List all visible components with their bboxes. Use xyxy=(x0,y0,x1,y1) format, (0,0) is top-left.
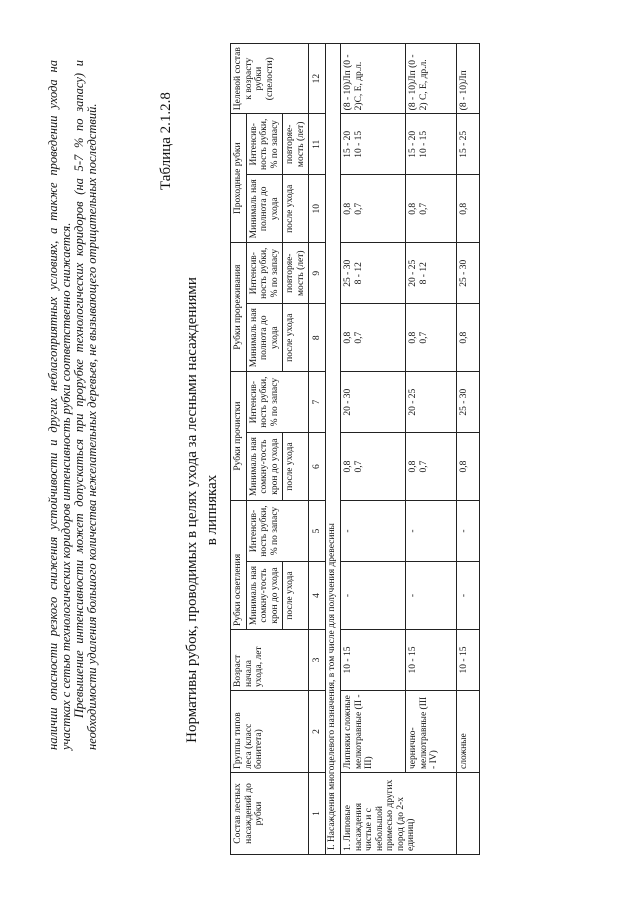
header-thinning-after: после ухода xyxy=(283,562,309,630)
cell-target: (8 - 10)Лп (0 - 2) С, Е, др.л. xyxy=(406,44,457,114)
header-passing: Проходные рубки xyxy=(231,114,247,243)
col-number: 9 xyxy=(309,243,326,304)
cell-target: (8 - 10)Лп (0 - 2)С, Е, др.л. xyxy=(341,44,406,114)
cell-thinning-after: - xyxy=(457,562,480,630)
table-title-line-2: в липняках xyxy=(204,474,220,546)
header-cleaning-min-closure: Минималь ная сомкну-тость крон до ухода xyxy=(246,433,283,501)
norms-table xyxy=(230,43,480,855)
col-number: 6 xyxy=(309,433,326,501)
cell-passing-intensity: 15 - 20 10 - 15 xyxy=(406,114,457,175)
cell-passing-intensity: 15 - 20 10 - 15 xyxy=(341,114,406,175)
header-row-1 xyxy=(231,44,247,855)
cell-cleaning-intensity: 20 - 30 xyxy=(341,372,406,433)
header-cleaning-intensity: Интенсив-ность рубки, % по запасу xyxy=(246,372,309,433)
cell-cleaning-after: 0,8 0,7 xyxy=(341,433,406,501)
header-passing-after: после ухода xyxy=(283,175,309,243)
col-number: 10 xyxy=(309,175,326,243)
header-target: Целевой состав к возрасту рубки (спелости) xyxy=(231,44,309,114)
cell-thinning-out-intensity: 25 - 30 8 - 12 xyxy=(341,243,406,304)
column-numbers-row xyxy=(309,44,326,855)
cell-cleaning-after: 0,8 0,7 xyxy=(406,433,457,501)
header-thinning-out-repeat: повторяе-мость (лет) xyxy=(283,243,309,304)
cell-passing-density: 0,8 xyxy=(457,175,480,243)
header-thinning-min-closure: Минималь ная сомкну-тость крон до ухода xyxy=(246,562,283,630)
table-title-line-1: Нормативы рубок, проводимых в целях ухода за лесными насаждениями xyxy=(184,277,200,743)
cell-thinning-out-density: 0,8 0,7 xyxy=(341,304,406,372)
cell-thinning-intensity: - xyxy=(406,501,457,562)
cell-forest-type: Липняки сложные мелкотравные (II - III) xyxy=(341,690,406,772)
cell-passing-density: 0,8 0,7 xyxy=(406,175,457,243)
section-title: I. Насаждения многоцелевого назначения, в том числе для получения древесины xyxy=(326,44,341,855)
header-passing-repeat: повторяе-мость (лет) xyxy=(283,114,309,175)
col-number: 4 xyxy=(309,562,326,630)
cell-thinning-intensity: - xyxy=(341,501,406,562)
section-row xyxy=(326,44,341,855)
col-number: 3 xyxy=(309,630,326,691)
table-row xyxy=(406,44,457,855)
col-number: 2 xyxy=(309,690,326,772)
cell-thinning-out-density: 0,8 xyxy=(457,304,480,372)
header-thinning: Рубки осветления xyxy=(231,501,247,630)
col-number: 7 xyxy=(309,372,326,433)
cell-cleaning-after: 0,8 xyxy=(457,433,480,501)
col-number: 8 xyxy=(309,304,326,372)
cell-thinning-out-intensity: 25 - 30 xyxy=(457,243,480,304)
cell-cleaning-intensity: 25 - 30 xyxy=(457,372,480,433)
cell-passing-intensity: 15 - 25 xyxy=(457,114,480,175)
table-row xyxy=(457,44,480,855)
cell-age: 10 - 15 xyxy=(341,630,406,691)
header-thinning-out-min-density: Минималь ная полнота до ухода xyxy=(246,304,283,372)
cell-thinning-out-density: 0,8 0,7 xyxy=(406,304,457,372)
header-composition: Состав лесных насаждений до рубки xyxy=(231,772,309,854)
header-thinning-out: Рубки прореживания xyxy=(231,243,247,372)
header-cleaning: Рубки прочистки xyxy=(231,372,247,501)
col-number: 11 xyxy=(309,114,326,175)
cell-cleaning-intensity: 20 - 25 xyxy=(406,372,457,433)
table-row xyxy=(341,44,406,855)
cell-thinning-after: - xyxy=(406,562,457,630)
header-forest-types: Группы типов леса (класс бонитета) xyxy=(231,690,309,772)
col-number: 1 xyxy=(309,772,326,854)
cell-passing-density: 0,8 0,7 xyxy=(341,175,406,243)
header-cleaning-after: после ухода xyxy=(283,433,309,501)
header-passing-intensity: Интенсив-ность рубки, % по запасу xyxy=(246,114,283,175)
header-start-age: Возраст начала ухода, лет xyxy=(231,630,309,691)
cell-forest-type: сложные xyxy=(457,690,480,772)
header-passing-min-density: Минималь ная полнота до ухода xyxy=(246,175,283,243)
cell-target: (8 - 10)Лп xyxy=(457,44,480,114)
intro-paragraph: наличии опасности резкого снижения устойчивости и других неблагоприятных условиях, а также проведении ухода на участках с сетью технологических коридоров интенсивность рубки соответственно снижается. xyxy=(46,60,73,750)
table-number: Таблица 2.1.2.8 xyxy=(158,92,174,190)
exceeding-intensity-paragraph: Превышение интенсивности может допускаться при прорубке технологических коридоров (на 5-7 % по запасу) и необходимости удаления большого количества нежелательных деревьев, не вызывающего отрицательных последствий. xyxy=(72,60,99,750)
table-title xyxy=(182,200,222,820)
header-thinning-out-intensity: Интенсив-ность рубки, % по запасу xyxy=(246,243,283,304)
cell-group-empty xyxy=(457,772,480,854)
group-label: 1. Липовые насаждения чистые и с небольшой примесью других пород (до 2-х единиц) xyxy=(341,772,457,854)
header-thinning-intensity: Интенсив-ность рубки, % по запасу xyxy=(246,501,309,562)
header-thinning-out-after: после ухода xyxy=(283,304,309,372)
cell-age: 10 - 15 xyxy=(457,630,480,691)
col-number: 12 xyxy=(309,44,326,114)
col-number: 5 xyxy=(309,501,326,562)
cell-thinning-after: - xyxy=(341,562,406,630)
cell-thinning-intensity: - xyxy=(457,501,480,562)
cell-age: 10 - 15 xyxy=(406,630,457,691)
cell-forest-type: чернично-мелкотравные (III - IV) xyxy=(406,690,457,772)
cell-thinning-out-intensity: 20 - 25 8 - 12 xyxy=(406,243,457,304)
